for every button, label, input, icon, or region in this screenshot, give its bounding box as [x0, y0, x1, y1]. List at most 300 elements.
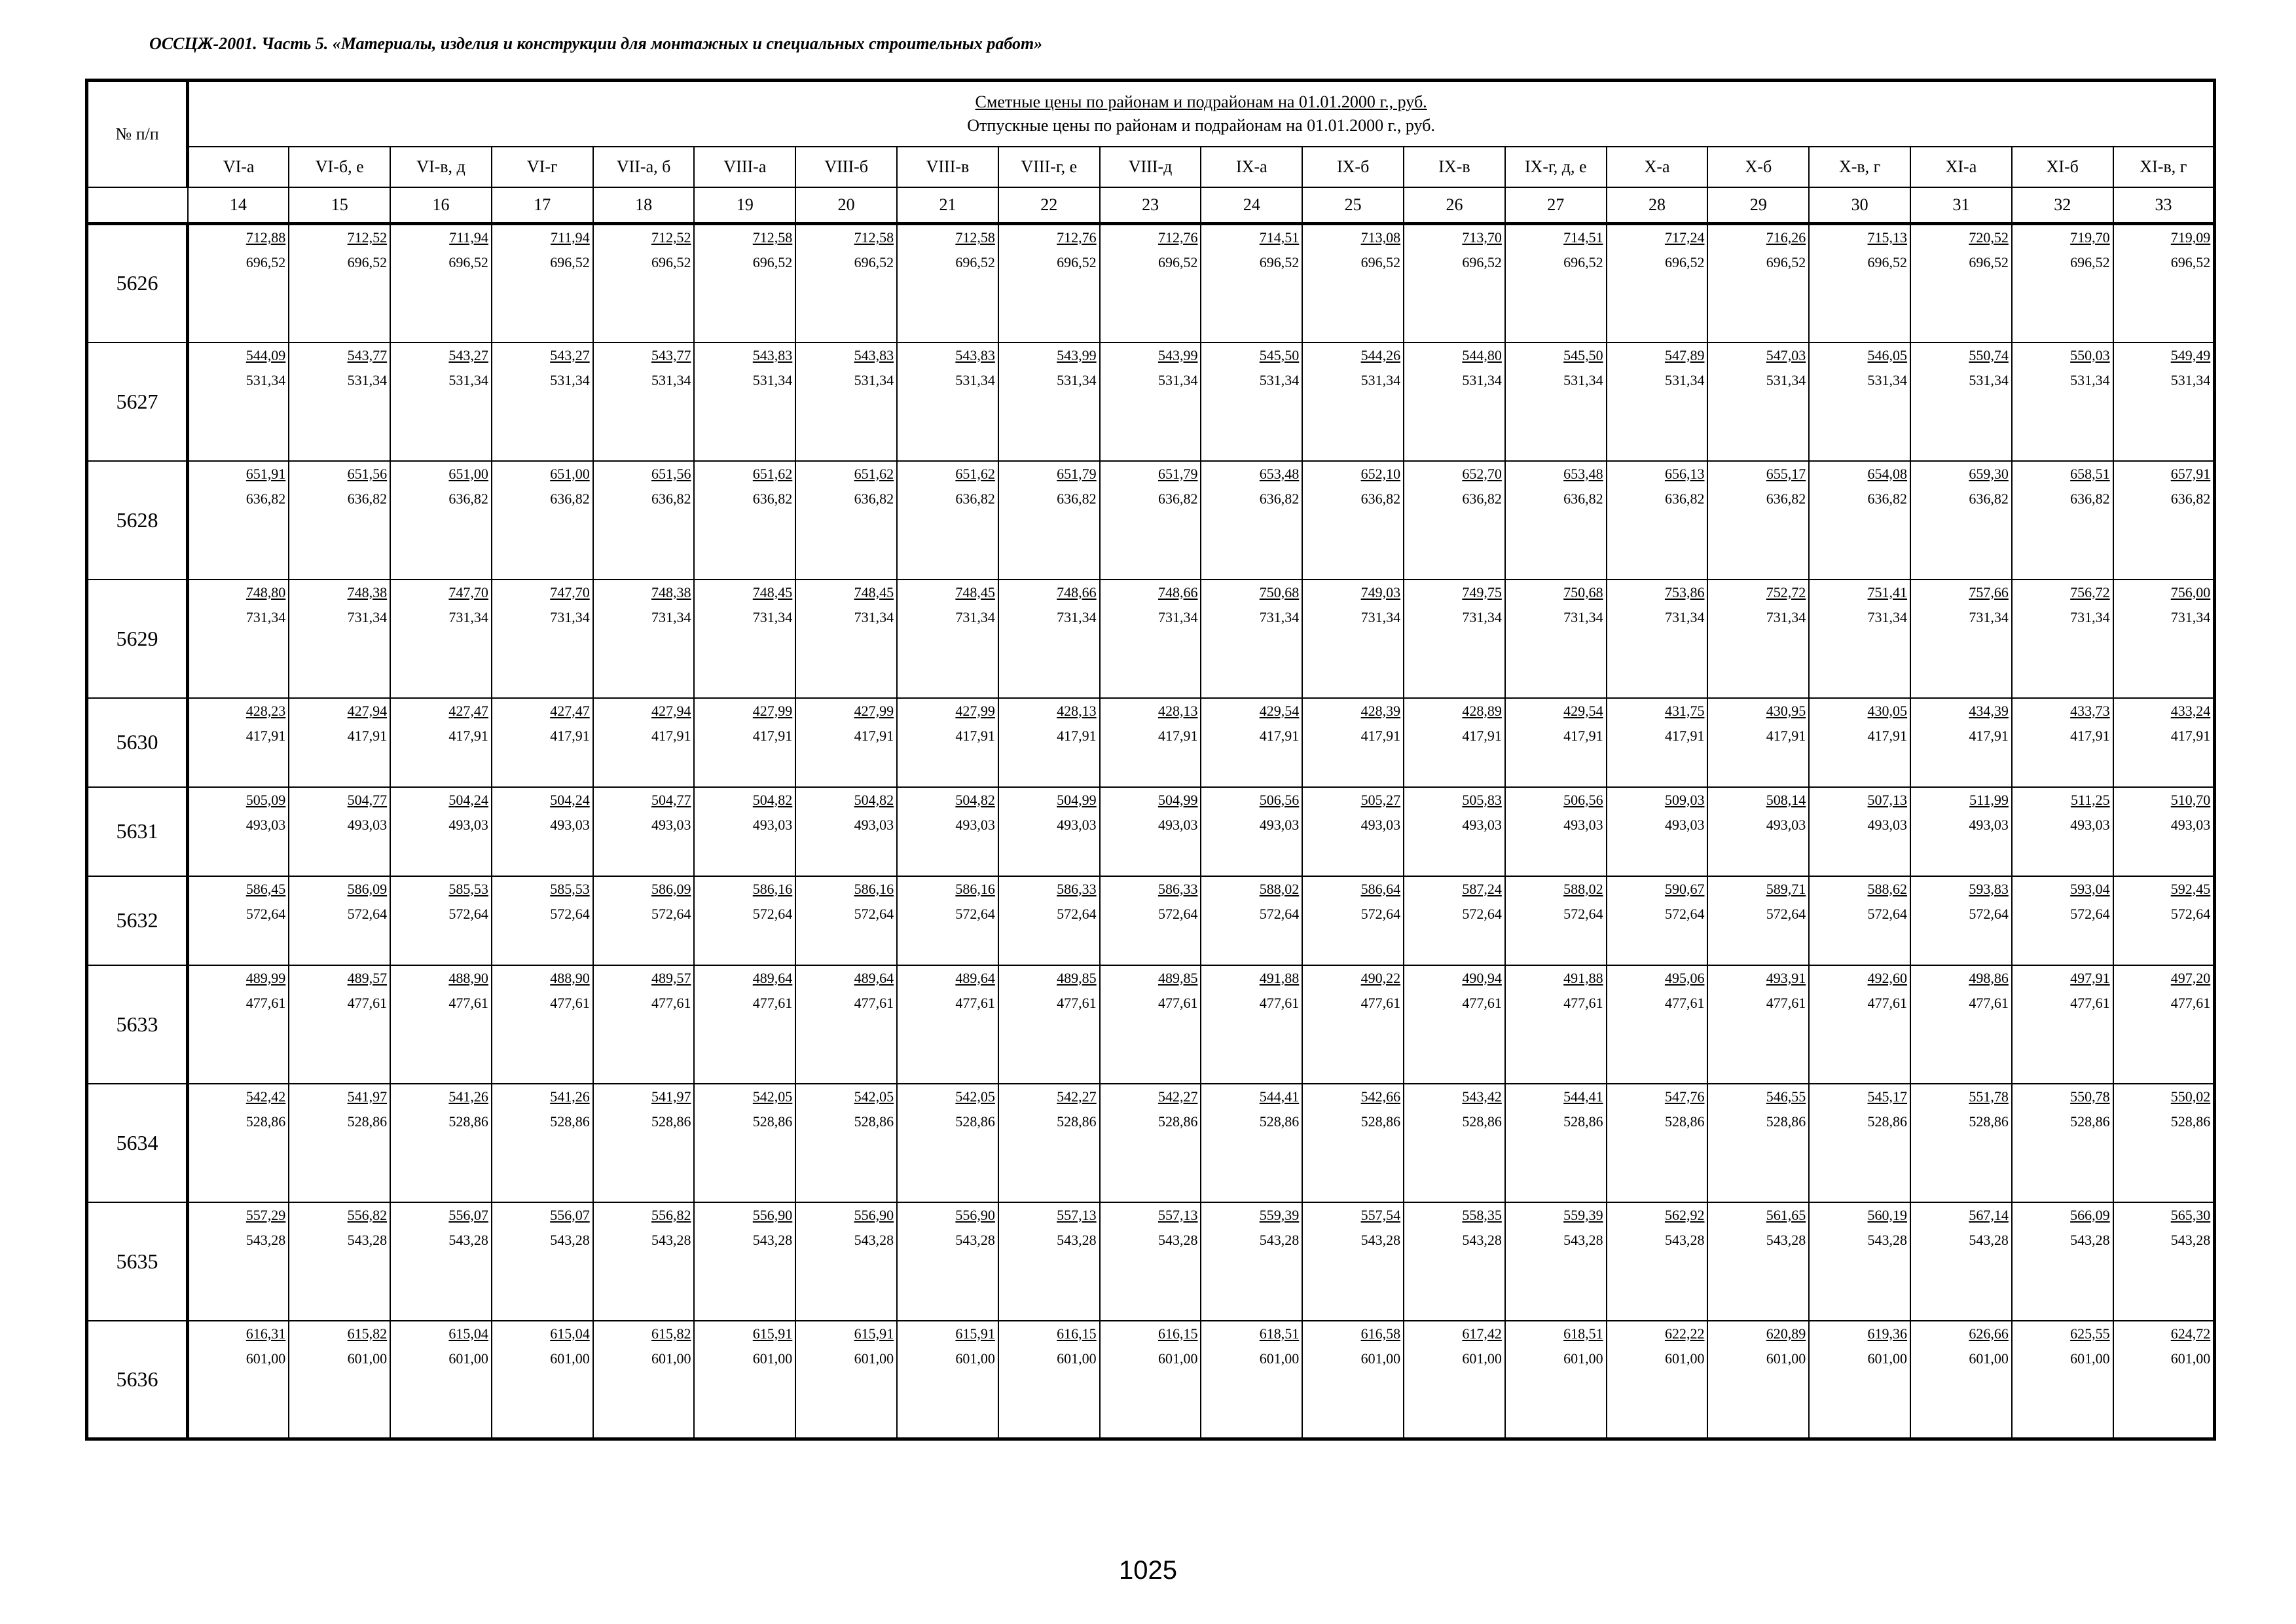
price-cell [1809, 224, 1910, 342]
estimate-price: 586,16 [752, 880, 793, 897]
estimate-price: 545,50 [1259, 346, 1300, 363]
estimate-price: 651,79 [1157, 465, 1198, 482]
estimate-price: 586,45 [246, 880, 286, 897]
release-price: 477,61 [1057, 994, 1097, 1011]
estimate-price: 543,27 [448, 346, 488, 363]
estimate-price: 427,47 [448, 702, 488, 719]
row-number: 5634 [87, 1084, 188, 1202]
release-price: 636,82 [651, 490, 691, 507]
estimate-price: 543,99 [1157, 346, 1198, 363]
price-cell [1505, 876, 1607, 965]
estimate-price: 560,19 [1867, 1206, 1908, 1223]
price-cell [1302, 580, 1404, 698]
release-price: 731,34 [1563, 608, 1603, 625]
release-price: 477,61 [347, 994, 388, 1011]
price-cell [390, 580, 492, 698]
row-number: 5635 [87, 1202, 188, 1321]
release-price: 636,82 [2170, 490, 2211, 507]
estimate-price: 547,89 [1664, 346, 1705, 363]
price-cell [694, 1084, 795, 1202]
release-price: 572,64 [550, 905, 590, 922]
release-price: 731,34 [448, 608, 488, 625]
price-cell [998, 580, 1100, 698]
release-price: 696,52 [1462, 254, 1502, 270]
price-cell [593, 876, 695, 965]
region-header: VIII-д [1100, 147, 1201, 187]
estimate-price: 615,82 [347, 1325, 388, 1342]
price-cell [998, 1321, 1100, 1439]
release-price: 731,34 [1664, 608, 1705, 625]
estimate-price: 586,09 [651, 880, 691, 897]
price-cell [188, 1084, 289, 1202]
region-header: VI-б, е [289, 147, 390, 187]
release-price: 731,34 [1057, 608, 1097, 625]
release-price: 531,34 [1664, 371, 1705, 388]
release-price: 493,03 [347, 816, 388, 833]
release-price: 572,64 [1057, 905, 1097, 922]
estimate-price: 543,27 [550, 346, 590, 363]
price-cell [289, 1202, 390, 1321]
region-header: VIII-г, е [998, 147, 1100, 187]
release-price: 528,86 [1563, 1113, 1603, 1130]
column-index: 21 [897, 187, 998, 224]
release-price: 731,34 [854, 608, 894, 625]
release-price: 417,91 [2070, 727, 2110, 744]
region-header: VII-а, б [593, 147, 695, 187]
column-index: 20 [795, 187, 897, 224]
estimate-price: 543,83 [955, 346, 995, 363]
estimate-price: 504,99 [1157, 791, 1198, 808]
price-cell [998, 787, 1100, 876]
release-price: 572,64 [651, 905, 691, 922]
release-price: 636,82 [854, 490, 894, 507]
estimate-price: 430,05 [1867, 702, 1908, 719]
release-price: 493,03 [1360, 816, 1401, 833]
release-price: 528,86 [347, 1113, 388, 1130]
price-cell [1607, 698, 1708, 787]
release-price: 543,28 [1969, 1231, 2009, 1248]
release-price: 696,52 [1664, 254, 1705, 270]
release-price: 528,86 [1157, 1113, 1198, 1130]
price-cell [1910, 787, 2012, 876]
price-cell [1404, 1084, 1505, 1202]
price-cell [2113, 224, 2215, 342]
price-cell [1809, 787, 1910, 876]
estimate-price: 542,05 [854, 1088, 894, 1105]
estimate-price: 714,51 [1563, 229, 1603, 246]
price-cell [897, 224, 998, 342]
price-cell [2113, 965, 2215, 1084]
estimate-price: 428,13 [1157, 702, 1198, 719]
release-price: 543,28 [1259, 1231, 1300, 1248]
price-cell [390, 787, 492, 876]
release-price: 572,64 [1157, 905, 1198, 922]
release-price: 601,00 [1462, 1350, 1502, 1367]
estimate-price: 504,77 [347, 791, 388, 808]
release-price: 493,03 [1766, 816, 1806, 833]
estimate-price: 651,79 [1057, 465, 1097, 482]
estimate-price: 546,05 [1867, 346, 1908, 363]
price-cell [1302, 698, 1404, 787]
estimate-price: 712,58 [955, 229, 995, 246]
region-header: XI-в, г [2113, 147, 2215, 187]
release-price: 601,00 [448, 1350, 488, 1367]
price-cell [1607, 1084, 1708, 1202]
price-cell [1404, 965, 1505, 1084]
estimate-price: 751,41 [1867, 583, 1908, 600]
release-price: 543,28 [1766, 1231, 1806, 1248]
price-cell [1607, 965, 1708, 1084]
release-price: 477,61 [1462, 994, 1502, 1011]
price-cell [492, 787, 593, 876]
release-price: 731,34 [1462, 608, 1502, 625]
release-price: 477,61 [448, 994, 488, 1011]
estimate-price: 748,66 [1157, 583, 1198, 600]
release-price: 531,34 [752, 371, 793, 388]
price-cell [694, 876, 795, 965]
price-cell [2012, 787, 2113, 876]
estimate-price: 593,04 [2070, 880, 2110, 897]
price-cell [289, 787, 390, 876]
release-price: 531,34 [1867, 371, 1908, 388]
region-header: IX-г, д, е [1505, 147, 1607, 187]
release-price: 493,03 [1057, 816, 1097, 833]
estimate-price: 544,09 [246, 346, 286, 363]
price-cell [795, 1084, 897, 1202]
price-cell [998, 965, 1100, 1084]
price-cell [1707, 965, 1809, 1084]
estimate-price: 748,45 [854, 583, 894, 600]
estimate-price: 559,39 [1563, 1206, 1603, 1223]
column-index: 18 [593, 187, 695, 224]
price-cell [593, 1321, 695, 1439]
estimate-price: 586,33 [1157, 880, 1198, 897]
release-price: 572,64 [752, 905, 793, 922]
release-price: 731,34 [1157, 608, 1198, 625]
document-title: ОССЦЖ-2001. Часть 5. «Материалы, изделия и конструкции для монтажных и специальных строительных работ» [149, 34, 1043, 53]
price-cell [897, 698, 998, 787]
estimate-price: 550,74 [1969, 346, 2009, 363]
estimate-price: 748,45 [752, 583, 793, 600]
estimate-price: 586,33 [1057, 880, 1097, 897]
price-cell [1607, 1202, 1708, 1321]
price-cell [1809, 580, 1910, 698]
price-cell [694, 965, 795, 1084]
table-row [87, 342, 2215, 461]
estimate-price: 616,15 [1157, 1325, 1198, 1342]
price-cell [1100, 1321, 1201, 1439]
estimate-price: 615,82 [651, 1325, 691, 1342]
estimate-price: 757,66 [1969, 583, 2009, 600]
release-price: 531,34 [1259, 371, 1300, 388]
price-cell [2012, 1321, 2113, 1439]
release-price: 636,82 [1969, 490, 2009, 507]
table-row [87, 1321, 2215, 1439]
release-price: 531,34 [347, 371, 388, 388]
price-cell [1707, 461, 1809, 580]
estimate-price: 719,70 [2070, 229, 2110, 246]
release-price: 636,82 [1057, 490, 1097, 507]
release-price: 731,34 [1969, 608, 2009, 625]
column-index: 25 [1302, 187, 1404, 224]
release-price: 477,61 [1360, 994, 1401, 1011]
price-cell [492, 580, 593, 698]
release-price: 531,34 [550, 371, 590, 388]
release-price: 696,52 [1766, 254, 1806, 270]
estimate-price: 712,76 [1157, 229, 1198, 246]
price-cell [795, 580, 897, 698]
release-price: 572,64 [246, 905, 286, 922]
estimate-price: 428,89 [1462, 702, 1502, 719]
release-price: 528,86 [448, 1113, 488, 1130]
estimate-price: 489,85 [1157, 969, 1198, 986]
price-cell [2113, 580, 2215, 698]
release-price: 572,64 [1664, 905, 1705, 922]
price-table [85, 79, 2216, 1441]
estimate-price: 752,72 [1766, 583, 1806, 600]
release-price: 696,52 [854, 254, 894, 270]
estimate-price: 543,83 [752, 346, 793, 363]
price-group-header [188, 81, 2215, 147]
price-cell [795, 1202, 897, 1321]
release-price: 543,28 [1867, 1231, 1908, 1248]
release-price: 493,03 [955, 816, 995, 833]
estimate-price: 716,26 [1766, 229, 1806, 246]
price-cell [897, 342, 998, 461]
release-price: 696,52 [1259, 254, 1300, 270]
release-price: 493,03 [448, 816, 488, 833]
release-price: 493,03 [1969, 816, 2009, 833]
price-cell [492, 698, 593, 787]
estimate-price: 542,05 [955, 1088, 995, 1105]
price-cell [1302, 224, 1404, 342]
row-number: 5630 [87, 698, 188, 787]
price-cell [1707, 580, 1809, 698]
price-cell [492, 1084, 593, 1202]
price-cell [998, 461, 1100, 580]
price-cell [2113, 876, 2215, 965]
price-cell [2012, 224, 2113, 342]
estimate-price: 506,56 [1259, 791, 1300, 808]
release-price: 493,03 [2070, 816, 2110, 833]
table-row [87, 1202, 2215, 1321]
estimate-price: 427,99 [854, 702, 894, 719]
price-cell [1607, 461, 1708, 580]
estimate-price: 544,41 [1563, 1088, 1603, 1105]
price-cell [1809, 965, 1910, 1084]
price-cell [1910, 1321, 2012, 1439]
estimate-price: 547,03 [1766, 346, 1806, 363]
price-cell [1201, 1321, 1302, 1439]
release-price: 531,34 [448, 371, 488, 388]
price-cell [1607, 787, 1708, 876]
release-price: 528,86 [2170, 1113, 2211, 1130]
estimate-price: 541,97 [347, 1088, 388, 1105]
release-price: 477,61 [1563, 994, 1603, 1011]
estimate-price: 427,94 [347, 702, 388, 719]
column-index: 15 [289, 187, 390, 224]
price-cell [1809, 461, 1910, 580]
release-price: 417,91 [1969, 727, 2009, 744]
estimate-price: 511,99 [1969, 791, 2009, 808]
estimate-price: 586,09 [347, 880, 388, 897]
release-price: 636,82 [2070, 490, 2110, 507]
estimate-price: 749,03 [1360, 583, 1401, 600]
release-price: 731,34 [651, 608, 691, 625]
estimate-price: 711,94 [449, 229, 488, 246]
price-cell [694, 1202, 795, 1321]
estimate-price: 490,22 [1360, 969, 1401, 986]
release-price: 636,82 [347, 490, 388, 507]
estimate-price: 544,80 [1462, 346, 1502, 363]
estimate-price: 429,54 [1563, 702, 1603, 719]
price-cell [593, 787, 695, 876]
release-price: 543,28 [955, 1231, 995, 1248]
price-cell [1404, 1321, 1505, 1439]
release-price: 543,28 [752, 1231, 793, 1248]
release-price: 531,34 [955, 371, 995, 388]
release-price: 601,00 [1969, 1350, 2009, 1367]
price-cell [1201, 876, 1302, 965]
price-cell [390, 965, 492, 1084]
estimate-price: 493,91 [1766, 969, 1806, 986]
price-cell [289, 342, 390, 461]
estimate-price: 653,48 [1259, 465, 1300, 482]
price-cell [2113, 461, 2215, 580]
estimate-price: 585,53 [550, 880, 590, 897]
release-price: 543,28 [550, 1231, 590, 1248]
estimate-price: 505,83 [1462, 791, 1502, 808]
release-price: 601,00 [651, 1350, 691, 1367]
release-price: 417,91 [1259, 727, 1300, 744]
release-price: 528,86 [1969, 1113, 2009, 1130]
price-cell [795, 876, 897, 965]
price-cell [795, 461, 897, 580]
release-price: 636,82 [752, 490, 793, 507]
estimate-price: 652,10 [1360, 465, 1401, 482]
release-price: 543,28 [2070, 1231, 2110, 1248]
estimate-price: 544,41 [1259, 1088, 1300, 1105]
price-cell [1404, 461, 1505, 580]
price-cell [1505, 1084, 1607, 1202]
price-cell [2012, 876, 2113, 965]
estimate-price: 557,13 [1157, 1206, 1198, 1223]
estimate-price: 427,94 [651, 702, 691, 719]
price-cell [492, 342, 593, 461]
estimate-price: 505,27 [1360, 791, 1401, 808]
estimate-price: 711,94 [551, 229, 590, 246]
price-cell [1910, 876, 2012, 965]
estimate-price: 750,68 [1259, 583, 1300, 600]
estimate-price: 586,16 [955, 880, 995, 897]
estimate-price: 624,72 [2170, 1325, 2211, 1342]
price-cell [289, 698, 390, 787]
estimate-price: 565,30 [2170, 1206, 2211, 1223]
estimate-price: 651,91 [246, 465, 286, 482]
estimate-price: 492,60 [1867, 969, 1908, 986]
estimate-price: 431,75 [1664, 702, 1705, 719]
release-price: 417,91 [1664, 727, 1705, 744]
estimate-price: 542,27 [1057, 1088, 1097, 1105]
price-cell [795, 1321, 897, 1439]
release-price: 477,61 [1157, 994, 1198, 1011]
estimate-price: 659,30 [1969, 465, 2009, 482]
release-price: 531,34 [1157, 371, 1198, 388]
region-header: VI-г [492, 147, 593, 187]
row-number: 5632 [87, 876, 188, 965]
column-index: 22 [998, 187, 1100, 224]
estimate-price: 616,58 [1360, 1325, 1401, 1342]
price-cell [998, 342, 1100, 461]
estimate-price: 712,76 [1057, 229, 1097, 246]
release-price: 543,28 [854, 1231, 894, 1248]
column-index: 23 [1100, 187, 1201, 224]
estimate-price: 427,99 [752, 702, 793, 719]
release-price: 601,00 [1360, 1350, 1401, 1367]
region-header: XI-б [2012, 147, 2113, 187]
estimate-price: 504,24 [448, 791, 488, 808]
price-cell [1302, 787, 1404, 876]
release-price: 601,00 [1664, 1350, 1705, 1367]
row-number: 5626 [87, 224, 188, 342]
estimate-price: 490,94 [1462, 969, 1502, 986]
release-price: 528,86 [1462, 1113, 1502, 1130]
estimate-price: 586,16 [854, 880, 894, 897]
price-cell [2113, 698, 2215, 787]
row-number: 5631 [87, 787, 188, 876]
price-cell [390, 1321, 492, 1439]
estimate-price: 489,64 [854, 969, 894, 986]
price-cell [289, 876, 390, 965]
price-cell [1505, 965, 1607, 1084]
region-header: X-б [1707, 147, 1809, 187]
price-cell [390, 224, 492, 342]
region-header: X-в, г [1809, 147, 1910, 187]
estimate-price: 556,07 [550, 1206, 590, 1223]
estimate-price: 556,82 [651, 1206, 691, 1223]
price-cell [897, 876, 998, 965]
price-cell [1910, 1202, 2012, 1321]
estimate-price: 753,86 [1664, 583, 1705, 600]
estimate-price: 615,91 [955, 1325, 995, 1342]
release-price: 528,86 [1664, 1113, 1705, 1130]
estimate-price: 593,83 [1969, 880, 2009, 897]
price-cell [1910, 1084, 2012, 1202]
price-cell [1302, 1321, 1404, 1439]
release-price: 543,28 [1664, 1231, 1705, 1248]
estimate-price: 590,67 [1664, 880, 1705, 897]
estimate-price: 626,66 [1969, 1325, 2009, 1342]
estimate-price: 750,68 [1563, 583, 1603, 600]
price-cell [1404, 698, 1505, 787]
estimate-price: 712,52 [347, 229, 388, 246]
release-price: 528,86 [955, 1113, 995, 1130]
row-number: 5636 [87, 1321, 188, 1439]
price-cell [795, 342, 897, 461]
release-price: 493,03 [1664, 816, 1705, 833]
estimate-price: 615,91 [752, 1325, 793, 1342]
release-price: 696,52 [752, 254, 793, 270]
region-header: VI-в, д [390, 147, 492, 187]
estimate-price: 618,51 [1259, 1325, 1300, 1342]
release-price: 417,91 [752, 727, 793, 744]
column-index: 29 [1707, 187, 1809, 224]
estimate-price: 505,09 [246, 791, 286, 808]
estimate-price: 504,82 [854, 791, 894, 808]
estimate-price: 488,90 [550, 969, 590, 986]
release-price: 477,61 [2070, 994, 2110, 1011]
release-price: 601,00 [1766, 1350, 1806, 1367]
